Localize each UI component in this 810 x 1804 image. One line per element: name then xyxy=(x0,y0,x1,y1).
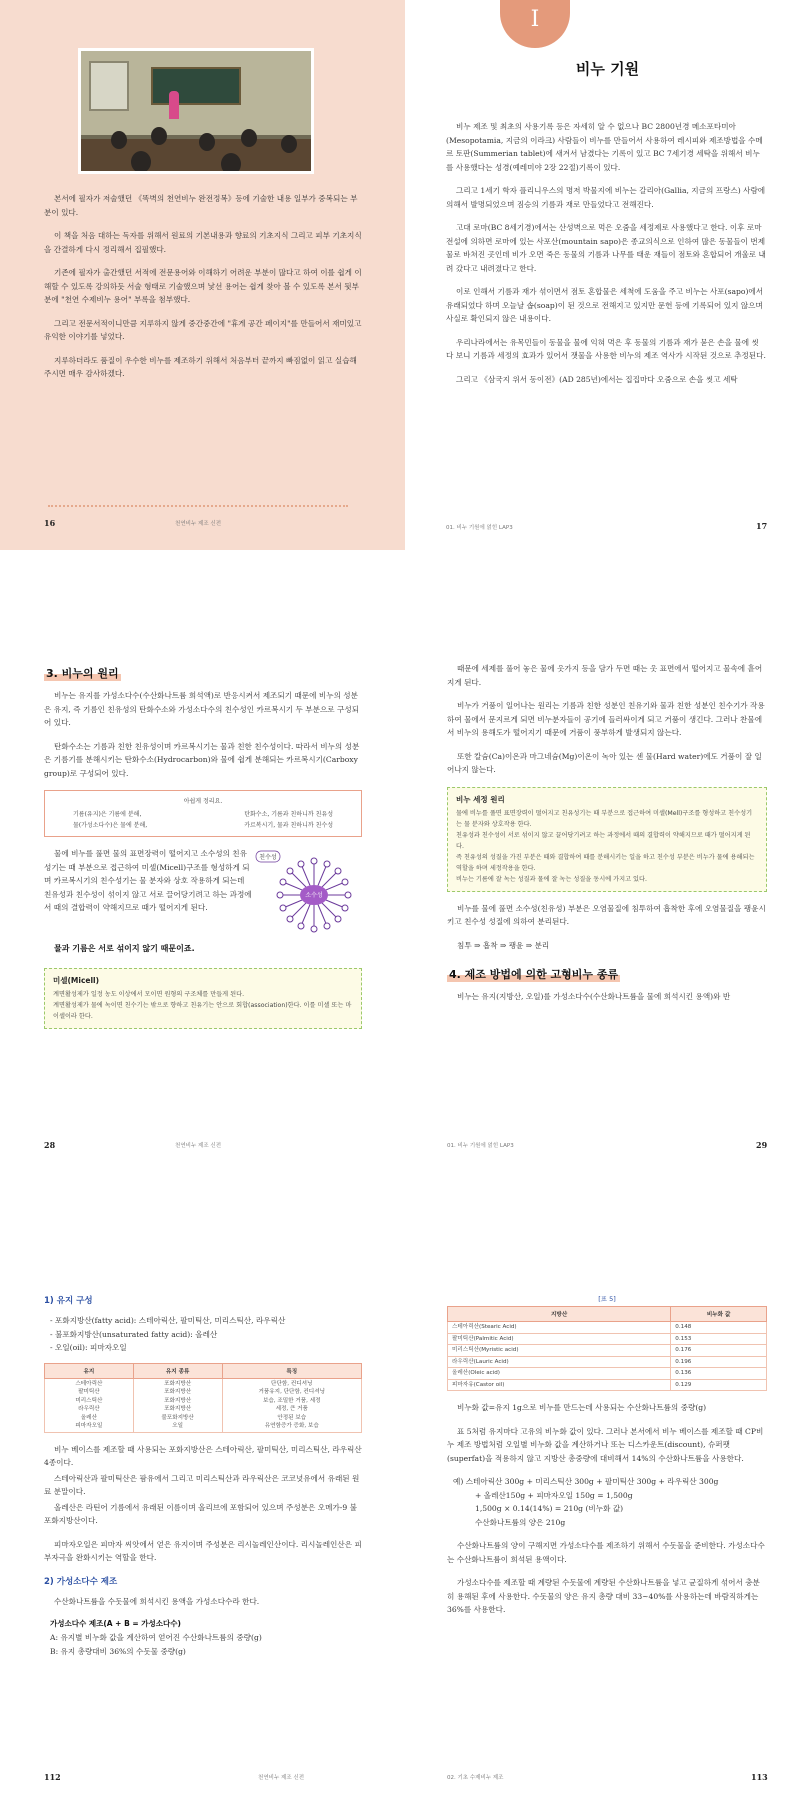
paragraph: 표 5처럼 유지마다 고유의 비누화 값이 있다. 그러나 본서에서 비누 베이스를 제조할 때 CP비누 제조 방법처럼 오일별 비누화 값을 계산하거나 또는 디스카운트(discount), 슈퍼팻(superfat)을 적용하지 않고 지방산 총중량에 대비해서 14%의 수산화나트륨을 사용한다. xyxy=(447,1426,764,1463)
micelle-outer-label: 친수성 xyxy=(259,854,277,861)
paragraph: 그리고 전문서적이니만큼 지루하지 않게 중간중간에 "휴게 공간 페이지"를 만들어서 재미있고 유익한 이야기를 넣었다. xyxy=(44,318,362,341)
table-cell: 올레산 xyxy=(80,1414,97,1421)
table-cell: 포화지방산 xyxy=(164,1389,192,1395)
paragraph: 수산화나트륨을 수돗물에 희석시킨 용액을 가성소다수라 한다. xyxy=(54,1596,260,1606)
page-number: 17 xyxy=(756,521,768,531)
page-16 xyxy=(0,0,405,550)
table-cell: 피마자오일 xyxy=(75,1423,103,1429)
paragraph: 비누화 값=유지 1g으로 비누를 만드는데 사용되는 수산화나트륨의 중량(g) xyxy=(457,1403,707,1412)
process-flow: 침투 ⇒ 흡착 ⇒ 팽윤 ⇒ 분리 xyxy=(457,940,550,950)
list-item: - 포화지방산(fatty acid): 스테아릭산, 팔미틱산, 미리스틱산, 라우릭산 xyxy=(50,1316,286,1325)
paragraph: 가성소다수를 제조할 때 계량된 수돗물에 계량된 수산화나트륨을 넣고 균질하게 섞어서 충분히 용해된 후에 사용한다. 수돗물의 양은 유지 총량 대비 33~40%를 사용하는데 바람직하게는 36%를 사용한다. xyxy=(447,1578,760,1614)
paragraph: 비누는 유지를 가성소다수(수산화나트륨 희석액)로 반응시켜서 제조되기 때문에 비누의 성분은 유지, 즉 기름인 친유성의 탄화수소와 가성소다수의 친수성인 카르복시기 두 부분으로 구성되어 있다. xyxy=(44,691,360,727)
paragraph: 고대 로마(BC 8세기경)에서는 산성벽으로 먹은 오줌을 세정제로 사용했다고 한다. 이후 로마 전설에 의하면 로마에 있는 사포산(mountain sapo)은 종교의식으로 인하여 많은 동물들이 번제물로 바쳐진 곳인데 비가 오면 죽은 동물의 기름과 나무를 태운 재들이 점토와 혼합되어 개울로 내려 갔다고 내려졌다고 한다. xyxy=(446,223,766,273)
running-header: 천연비누 제조 신전 xyxy=(258,1775,305,1781)
example-block xyxy=(453,1475,767,1529)
paragraph: 수산화나트륨의 양이 구해지면 가성소다수를 제조하기 위해서 수돗물을 준비한다. 가성소다수는 수산화나트륨이 희석된 용액이다. xyxy=(447,1541,765,1564)
paragraph: 물에 비누를 풀면 물의 표면장력이 떨어지고 소수성의 친유성기는 때 부분으로 접근하여 미셀(Micell)구조를 형성하게 되며 카르복시기의 친수성기는 물 분자와 상호 작용하게 되는데 친유성과 친수성이 섞이지 않고 서로 끌어당기려고 하는 과정에서 때의 결합력이 약해지므로 때가 떨어지게 된다. xyxy=(44,849,252,912)
table-row xyxy=(448,1322,767,1334)
example-line: 1,500g × 0.14(14%) = 210g (비누화 값) xyxy=(475,1504,624,1513)
paragraph: 탄화수소는 기름과 친한 친유성이며 카르복시기는 물과 친한 친수성이다. 따라서 비누의 성분은 기름기를 분해시키는 탄화수소(Hydrocarbon)와 물에 쉽게 분해되는 카르복시기(Carboxy group)로 구성되어 있다. xyxy=(44,741,360,778)
table-cell: 안정된 보습 xyxy=(277,1414,307,1421)
note-line: 비누는 기름에 잘 녹는 성질과 물에 잘 녹는 성질을 동시에 가지고 있다. xyxy=(456,875,647,883)
table-cell: 0.176 xyxy=(671,1345,767,1357)
table-cell: 올레산(Oleic acid) xyxy=(448,1368,671,1380)
paragraph: 지루하더라도 품질이 우수한 비누를 제조하기 위해서 처음부터 끝까지 빠짐없이 읽고 실습해 주시면 매우 감사하겠다. xyxy=(44,355,357,378)
chapter-tab: I xyxy=(500,0,570,48)
saponification-table xyxy=(447,1306,767,1391)
paragraph: 스테아릭산과 팔미틱산은 팜유에서 그리고 미리스틱산과 라우릭산은 코코넛유에서 유래된 원료 분말이다. xyxy=(44,1473,360,1496)
classroom-photo xyxy=(78,48,314,174)
table-cell: 0.136 xyxy=(671,1368,767,1380)
table-cell: 스테아릭산 xyxy=(75,1380,103,1387)
section-heading: 4. 제조 방법에 의한 고형비누 종류 xyxy=(449,968,619,981)
note-line: 계면활성제가 일정 농도 이상에서 모이면 원형의 구조체를 만들게 된다. xyxy=(53,991,245,998)
paragraph: 우리나라에서는 유목민들이 동물을 물에 익혀 먹은 후 동물의 기름과 재가 묻은 손을 물에 씻다 보니 기름과 세정의 효과가 있어서 잿물을 사용한 비누의 제조 역사가 시작된 것으로 추정된다. xyxy=(446,337,766,360)
table-cell: 팔미틱산 xyxy=(78,1389,100,1395)
table-cell: 포화지방산 xyxy=(164,1397,192,1404)
table-header: 유지 종류 xyxy=(133,1363,222,1378)
paragraph: 피마자오일은 피마자 씨앗에서 얻은 유지이며 주성분은 리시놀레인산이다. 리시놀레인산은 피부자극을 완화시키는 역할을 한다. xyxy=(44,1539,362,1562)
table-cell: 유연함증가 증화, 보습 xyxy=(264,1423,319,1429)
formula-title: 가성소다수 제조(A + B = 가성소다수) xyxy=(50,1619,181,1628)
paragraph: 이 책을 처음 대하는 독자를 위해서 원료의 기본내용과 향료의 기초지식 그리고 피부 기초지식을 간결하게 다시 정리해서 집필했다. xyxy=(44,231,362,254)
summary-row xyxy=(53,809,353,820)
table-cell: 0.148 xyxy=(671,1322,767,1334)
subsection-heading: 2) 가성소다수 제조 xyxy=(44,1576,118,1587)
running-header: 01. 비누 기원에 얽힌 LAP3 xyxy=(446,525,513,531)
paragraph: 비누가 거품이 일어나는 원리는 기름과 친한 성분인 친유기와 물과 친한 성분인 친수기가 작용하여 물에서 문지르게 되면 비누분자들이 공기에 들러싸이게 되고 거품이 생긴다. 그러나 찬물에서 비누의 용해도가 떨어지기 때문에 거품이 풍부하게 발생되지 않는다. xyxy=(447,701,765,737)
fat-table xyxy=(44,1363,362,1433)
table-header: 유지 xyxy=(45,1363,134,1378)
table-cell: 보습, 조밀한 거품, 세정 xyxy=(262,1397,321,1404)
table-cell: 라우릭산(Lauric Acid) xyxy=(448,1356,671,1368)
note-line: 물에 비누를 풀면 표면장력이 떨어지고 친유성기는 때 부분으로 접근하여 미셀(Mell)구조를 형성하고 친수성기는 물 분자와 상호작용 한다. xyxy=(456,809,753,828)
note-line: 계면활성제가 물에 녹이면 친수기는 밖으로 향하고 친유기는 안으로 회합(association)한다. 이를 미셀 또는 마이셀이라 한다. xyxy=(53,1002,352,1020)
table-row xyxy=(448,1345,767,1357)
table-cell: 피마자유(Castor oil) xyxy=(448,1379,671,1391)
summary-cell: 카르복시기, 물과 친하니까 친수성 xyxy=(244,822,333,829)
table-row xyxy=(448,1379,767,1391)
table-header: 특징 xyxy=(222,1363,362,1378)
summary-box xyxy=(44,790,362,837)
table-cell: 포화지방산 xyxy=(164,1380,192,1387)
page-number: 29 xyxy=(756,1140,768,1150)
micelle-note-box xyxy=(44,968,362,1029)
table-row xyxy=(448,1368,767,1380)
table-header: 지방산 xyxy=(448,1307,671,1322)
paragraph: 비누 베이스를 제조할 때 사용되는 포화지방산은 스테아릭산, 팔미틱산, 미리스틱산, 라우릭산 4종이다. xyxy=(44,1444,362,1467)
cleaning-principle-box xyxy=(447,787,767,892)
running-header: 01. 비누 기원에 얽힌 LAP3 xyxy=(447,1143,514,1149)
table-cell: 스테아릭산(Stearic Acid) xyxy=(448,1322,671,1334)
table-cell: 단단함, 컨디셔닝 xyxy=(271,1380,313,1387)
table-cell: 오일 xyxy=(172,1423,184,1429)
page-28 xyxy=(0,622,405,1172)
paragraph: 올레산은 라틴어 기름에서 유래된 이름이며 올리브에 포함되어 있으며 주성분은 오메가-9 불포화지방산이다. xyxy=(44,1502,357,1525)
table-cell: 0.153 xyxy=(671,1333,767,1345)
subsection-heading: 1) 유지 구성 xyxy=(44,1296,93,1306)
emphasis-line: 물과 기름은 서로 섞이지 않기 때문이죠. xyxy=(54,944,195,953)
table-cell: 미리스틱산 xyxy=(75,1397,103,1404)
paragraph: 그리고 《삼국지 위서 동이전》(AD 285년)에서는 집집마다 오줌으로 손을 씻고 세탁 xyxy=(456,374,738,384)
table-cell: 미리스틱산(Myristic acid) xyxy=(448,1345,671,1357)
list-item: - 불포화지방산(unsaturated fatty acid): 올레산 xyxy=(50,1329,218,1339)
table-caption: [표 5] xyxy=(598,1295,616,1303)
body-text xyxy=(44,192,362,391)
body-text xyxy=(447,902,767,953)
table-row xyxy=(448,1356,767,1368)
note-title: 미셀(Micell) xyxy=(53,976,100,985)
summary-cell: 기름(유지)은 기름에 분해, xyxy=(73,811,142,818)
example-line: 예) 스테아릭산 300g + 미리스틱산 300g + 팔미틱산 300g + 라우릭산 300g xyxy=(453,1477,719,1486)
summary-row xyxy=(53,820,353,831)
paragraph: 이로 인해서 기름과 재가 섞이면서 점토 혼합물은 세척에 도움을 주고 비누는 사포(sapo)에서 유래되었다 하며 오늘날 솝(soap)이 된 것으로 전해지고 있지만 문헌 등에 기록되어 있지 않으며 사실로 확인되지 않은 내용이다. xyxy=(446,287,764,323)
paragraph: 기존에 필자가 출간했던 서적에 전문용어와 이해하기 어려운 부분이 많다고 하여 이를 쉽게 이해할 수 있도록 강의하듯 서술 형태로 기술했으며 낯선 용어는 쉽게 찾아 볼 수 있도록 본서 뒷부분에 "천연 수제비누 용어" 부록을 첨부했다. xyxy=(44,268,362,304)
note-line: 즉 친유성의 성질을 가진 부분은 때와 결합하여 때를 분해시키는 일을 하고 친수성 부분은 비누가 물에 용해되는 역할을 하며 세정작용을 한다. xyxy=(456,853,755,872)
running-header: 천연비누 제조 신전 xyxy=(175,1143,222,1149)
table-header: 비누화 값 xyxy=(671,1307,767,1322)
page-113 xyxy=(405,1254,810,1804)
dotted-divider xyxy=(48,505,348,507)
table-cell: 팔미틱산(Palmitic Acid) xyxy=(448,1333,671,1345)
list-item: - 오일(oil): 피마자오일 xyxy=(50,1343,127,1352)
body-text xyxy=(447,1539,767,1617)
note-title: 비누 세정 원리 xyxy=(456,794,505,804)
chapter-title: 비누 기원 xyxy=(575,60,640,78)
page-number: 113 xyxy=(751,1772,768,1782)
formula-line: B: 유지 총량대비 36%의 수돗물 중량(g) xyxy=(50,1646,186,1656)
running-header: 02. 기초 수제비누 제조 xyxy=(447,1775,504,1781)
paragraph: 본서에 필자가 저술했던 《똑벽의 천연비누 완전정복》등에 기술한 내용 일부가 중복되는 부분이 있다. xyxy=(44,194,358,217)
body-text xyxy=(44,689,362,780)
summary-cell: 물(가성소다수)은 물에 분해, xyxy=(73,822,148,829)
fat-list xyxy=(50,1314,362,1355)
paragraph: 비누는 유지(지방산, 오일)를 가성소다수(수산화나트륨을 물에 희석시킨 용액)와 반 xyxy=(457,992,731,1001)
table-cell: 세정, 큰 거품 xyxy=(275,1406,308,1412)
note-line: 친유성과 친수성이 서로 섞이지 않고 끌어당기려고 하는 과정에서 때의 결합력이 약해지므로 때가 떨어지게 된다. xyxy=(456,831,751,850)
page-number: 28 xyxy=(44,1140,56,1150)
table-cell: 라우릭산 xyxy=(78,1406,100,1412)
page-29 xyxy=(405,622,810,1172)
page-number: 112 xyxy=(44,1772,61,1782)
body-text xyxy=(447,662,767,777)
table-cell: 0.129 xyxy=(671,1379,767,1391)
paragraph: 때문에 세제를 풀어 놓은 물에 옷가지 등을 담가 두면 때는 옷 표면에서 떨어지고 물속에 흩어지게 된다. xyxy=(447,664,763,687)
body-text xyxy=(44,1443,362,1565)
table-row xyxy=(45,1378,362,1432)
micelle-inner-label: 소수성 xyxy=(305,892,323,899)
body-text xyxy=(446,120,766,396)
example-line: 수산화나트륨의 양은 210g xyxy=(475,1517,566,1527)
table-row xyxy=(448,1333,767,1345)
section-heading: 3. 비누의 원리 xyxy=(46,667,119,680)
paragraph: 또한 칼슘(Ca)이온과 마그네슘(Mg)이온이 녹아 있는 센 물(Hard water)에도 거품이 잘 일어나지 않는다. xyxy=(447,751,762,774)
summary-cell: 탄화수소, 기름과 친하니까 친유성 xyxy=(244,811,333,818)
paragraph: 비누를 물에 풀면 소수성(친유성) 부분은 오염물질에 침투하여 흡착한 후에 오염물질을 팽윤시키고 친수성 성질에 의하여 분리된다. xyxy=(447,903,766,926)
example-line: + 올레산150g + 피마자오일 150g = 1,500g xyxy=(475,1490,633,1500)
table-cell: 포화지방산 xyxy=(164,1406,192,1412)
paragraph: 비누 제조 및 최초의 사용기록 등은 자세히 알 수 없으나 BC 2800년경 메소포타미아(Mesopotamia, 지금의 이라크) 사람들이 비누를 만들어서 사용하여 레시피와 제조방법을 수메르 토판(Summerian tablet)에 새겨서 남겼다는 기록이 있고 BC 7세기경 세탁을 위해서 비누를 사용했다는 성경(예레미야 2장 22절)기록이 있다. xyxy=(446,122,763,172)
table-cell: 0.196 xyxy=(671,1356,767,1368)
paragraph: 그리고 1세기 학자 플리니우스의 명저 박물지에 비누는 갈리아(Gallia, 지금의 프랑스) 사람에 의해서 발명되었으며 짐승의 기름과 재로 만들었다고 전해진다. xyxy=(446,186,766,209)
table-cell: 거품유지, 단단함, 컨디셔닝 xyxy=(258,1389,326,1395)
running-header: 천연비누 제조 신전 xyxy=(175,521,222,527)
summary-box-head: 아쉽게 정리요. xyxy=(183,798,223,805)
page-number: 16 xyxy=(44,518,56,528)
formula-lines xyxy=(50,1631,362,1658)
body-text xyxy=(447,1401,767,1465)
page-112 xyxy=(0,1254,405,1804)
formula-line: A: 유지별 비누화 값을 계산하여 얻어진 수산화나트륨의 중량(g) xyxy=(50,1633,262,1642)
table-cell: 불포화지방산 xyxy=(161,1414,194,1421)
micelle-diagram xyxy=(254,847,354,937)
